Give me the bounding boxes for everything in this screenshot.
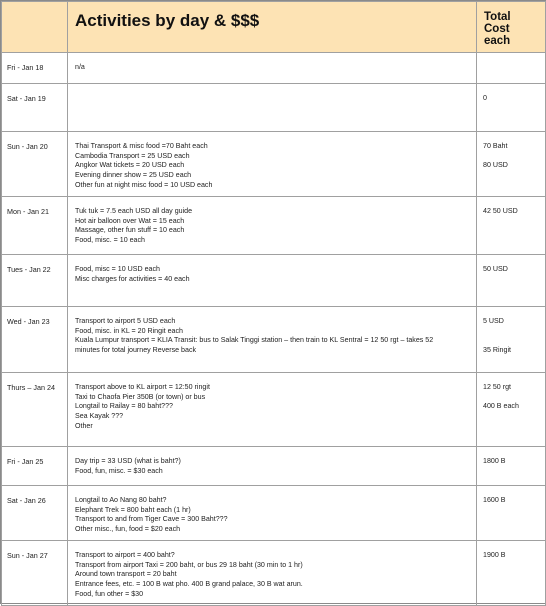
header-row: [2, 2, 546, 53]
activity-line: Transport to airport 5 USD each: [75, 317, 176, 325]
cost-lines: [477, 197, 545, 217]
cost-value: 70 Baht: [483, 142, 508, 150]
activity-line: Food, fun other = $30: [75, 589, 144, 598]
day-cell: [2, 541, 68, 606]
cost-cell: [477, 307, 546, 373]
activity-line: Kuala Lumpur transport = KLIA Transit: bus to Salak Tinggi station – then train to KL Sentral = 12 50 rgt – takes 52: [75, 336, 434, 345]
cost-lines: [477, 447, 545, 467]
day-label: Mon - Jan 21: [7, 207, 49, 216]
cost-value: 12 50 rgt: [483, 383, 512, 391]
cost-spacer: [483, 336, 545, 346]
day-label: Tues - Jan 22: [7, 265, 51, 274]
cost-lines: [477, 486, 545, 506]
activity-lines: [68, 132, 476, 191]
header-cost-cell: [477, 2, 546, 53]
activity-line: Entrance fees, etc. = 100 B wat pho. 400 B grand palace, 30 B wat arun.: [75, 580, 303, 589]
activities-table: [1, 1, 546, 606]
cost-title-line: Total: [484, 11, 511, 23]
table-row: [2, 447, 546, 486]
cost-cell: [477, 197, 546, 255]
table-row: [2, 197, 546, 255]
activity-line: Food, misc. in KL = 20 Ringit each: [75, 326, 183, 335]
activity-line: Other: [75, 421, 93, 430]
activity-lines: [68, 447, 476, 476]
activities-cell: [68, 541, 477, 606]
activities-cell: [68, 197, 477, 255]
cost-cell: [477, 447, 546, 486]
cost-lines: [477, 132, 545, 171]
day-label: Sat - Jan 19: [7, 94, 46, 103]
activity-line: Other misc., fun, food = $20 each: [75, 525, 181, 534]
day-cell: [2, 373, 68, 447]
activity-line: Longtail to Ao Nang 80 baht?: [75, 496, 167, 504]
activity-line: Cambodia Transport = 25 USD each: [75, 151, 190, 160]
cost-cell: [477, 486, 546, 541]
day-label: Thurs – Jan 24: [7, 383, 55, 392]
activity-line: Taxi to Chaofa Pier 350B (or town) or bus: [75, 392, 206, 401]
activities-cell: [68, 132, 477, 197]
day-cell: [2, 447, 68, 486]
day-label: Sun - Jan 27: [7, 551, 48, 560]
day-label: Fri - Jan 25: [7, 457, 44, 466]
activity-line: Angkor Wat tickets = 20 USD each: [75, 161, 185, 170]
cost-value: 5 USD: [483, 317, 504, 325]
activity-lines: [68, 541, 476, 600]
activity-line: Transport to and from Tiger Cave = 300 Baht???: [75, 515, 228, 524]
table-row: [2, 53, 546, 84]
cost-value: 35 Ringit: [483, 346, 511, 355]
cost-value: 400 B each: [483, 402, 519, 411]
activity-line: Thai Transport & misc food =70 Baht each: [75, 142, 208, 150]
activity-line: Food, fun, misc. = $30 each: [75, 466, 163, 475]
activities-cell: [68, 84, 477, 132]
day-cell: [2, 84, 68, 132]
cost-value: 0: [483, 94, 487, 102]
header-activities-cell: [68, 2, 477, 53]
cost-cell: [477, 132, 546, 197]
activity-line: Sea Kayak ???: [75, 412, 124, 421]
header-day-cell: [2, 2, 68, 53]
day-cell: [2, 486, 68, 541]
cost-lines: [477, 255, 545, 275]
activity-line: Other fun at night misc food = 10 USD each: [75, 180, 213, 189]
cost-cell: [477, 541, 546, 606]
cost-title-line: Cost: [484, 23, 510, 35]
cost-value: 80 USD: [483, 161, 508, 170]
day-label: Sun - Jan 20: [7, 142, 48, 151]
day-label: Sat - Jan 26: [7, 496, 46, 505]
activity-lines: [68, 197, 476, 246]
table-row: [2, 373, 546, 447]
cost-cell: [477, 53, 546, 84]
activities-cell: [68, 447, 477, 486]
cost-lines: [477, 373, 545, 412]
cost-lines: [477, 541, 545, 561]
activities-cell: [68, 255, 477, 307]
cost-cell: [477, 373, 546, 447]
table-row: [2, 541, 546, 606]
table-row: [2, 255, 546, 307]
activity-line: Massage, other fun stuff = 10 each: [75, 226, 185, 235]
table-row: [2, 486, 546, 541]
activity-lines: [68, 307, 476, 356]
cost-cell: [477, 255, 546, 307]
table-row: [2, 307, 546, 373]
cost-value: 1900 B: [483, 551, 506, 559]
table-row: [2, 84, 546, 132]
day-cell: [2, 255, 68, 307]
activity-line: Evening dinner show = 25 USD each: [75, 171, 192, 180]
activity-line: Food, misc. = 10 each: [75, 236, 145, 245]
activities-cell: [68, 307, 477, 373]
activity-lines: [68, 373, 476, 432]
cost-spacer: [483, 393, 545, 403]
activity-line: Around town transport = 20 baht: [75, 570, 177, 579]
cost-value: 1800 B: [483, 457, 506, 465]
activity-line: Transport above to KL airport = 12:50 ringit: [75, 383, 210, 391]
activity-line: Transport from airport Taxi = 200 baht, or bus 29 18 baht (30 min to 1 hr): [75, 560, 303, 569]
activity-line: Tuk tuk = 7.5 each USD all day guide: [75, 207, 193, 215]
cost-spacer: [483, 327, 545, 337]
activities-cell: [68, 53, 477, 84]
activity-line: Misc charges for activities = 40 each: [75, 274, 190, 283]
activity-lines: [68, 486, 476, 535]
cost-title-line: each: [484, 35, 511, 47]
activity-line: Longtail to Railay = 80 baht???: [75, 402, 174, 411]
day-cell: [2, 197, 68, 255]
activities-cell: [68, 373, 477, 447]
activity-lines: [68, 84, 476, 94]
activities-cell: [68, 486, 477, 541]
cost-value: 42 50 USD: [483, 207, 518, 215]
activity-line: Day trip = 33 USD (what is baht?): [75, 457, 181, 465]
activity-line: Hot air balloon over Wat = 15 each: [75, 216, 185, 225]
day-cell: [2, 132, 68, 197]
activity-lines: [68, 53, 476, 73]
activity-lines: [68, 255, 476, 284]
cost-lines: [477, 307, 545, 356]
cost-spacer: [483, 152, 545, 162]
activity-line: Elephant Trek = 800 baht each (1 hr): [75, 505, 191, 514]
cost-value: 1600 B: [483, 496, 506, 504]
activity-line: n/a: [75, 63, 85, 71]
table-row: [2, 132, 546, 197]
day-cell: [2, 307, 68, 373]
activity-line: minutes for total journey Reverse back: [75, 346, 197, 355]
day-label: Fri - Jan 18: [7, 63, 44, 72]
cost-value: 50 USD: [483, 265, 508, 273]
cost-cell: [477, 84, 546, 132]
cost-lines: [477, 84, 545, 104]
activity-line: Food, misc = 10 USD each: [75, 265, 160, 273]
day-cell: [2, 53, 68, 84]
activity-line: Transport to airport = 400 baht?: [75, 551, 175, 559]
table-title: Activities by day & $$$: [75, 11, 260, 30]
cost-lines: [477, 53, 545, 63]
day-label: Wed - Jan 23: [7, 317, 50, 326]
